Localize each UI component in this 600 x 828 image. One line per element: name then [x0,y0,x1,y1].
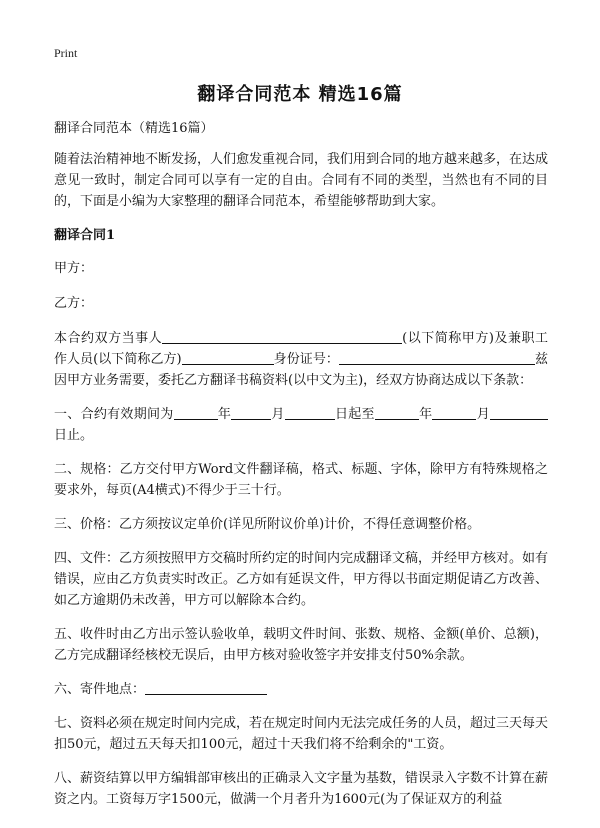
intro-paragraph: 随着法治精神地不断发扬，人们愈发重视合同，我们用到合同的地方越来越多，在达成意见一致时，制定合同可以享有一定的自由。合同有不同的类型，当然也有不同的目的，下面是小编为大家整理的翻译合同范本，希望能够帮助到大家。 [54,152,549,209]
parties-text-1: 本合约双方当事人 [54,331,163,346]
end-month-blank [432,405,476,420]
clause1-month-label-2: 月 [476,407,490,422]
parties-text-2: (以下简称甲方)及兼职工作人员(以下简称乙方) [54,331,548,367]
clause1-year-label: 年 [217,407,232,422]
clause-3: 三、价格：乙方须按议定单价(详见所附议价单)计价，不得任意调整价格。 [54,517,481,532]
party-a-field: 甲方： [54,261,94,276]
clause1-year-label-2: 年 [418,407,433,422]
document-title: 翻译合同范本 精选16篇 [197,84,403,105]
clause-8: 八、薪资结算以甲方编辑部审核出的正确录入文字量为基数，错误录入字数不计算在薪资之内。工资每万字1500元，做满一个月者升为1600元(为了保证双方的利益 [54,771,549,807]
clause1-day-from-label: 日起至 [334,407,375,422]
clause1-text: 一、合约有效期间为 [54,407,174,422]
section-heading: 翻译合同1 [54,228,116,243]
clause-2: 二、规格：乙方交付甲方Word文件翻译稿，格式、标题、字体，除甲方有特殊规格之要求外，每页(A4横式)不得少于三十行。 [54,462,548,498]
end-year-blank [375,405,419,420]
parties-paragraph [54,328,548,391]
clause-5: 五、收件时由乙方出示签认验收单，载明文件时间、张数、规格、金额(单价、总额)，乙方完成翻译经核校无误后，由甲方核对验收签字并安排支付50%余款。 [54,627,548,663]
worker-name-blank [182,350,274,365]
parties-text-4: 兹因甲方业务需要，委托乙方翻译书稿资料(以中文为主)，经双方协商达成以下条款： [54,352,548,388]
clause1-month-label: 月 [271,407,285,422]
clause-7: 七、资料必须在规定时间内完成，若在规定时间内无法完成任务的人员，超过三天每天扣50元，超过五天每天扣100元，超过十天我们将不给剩余的"工资。 [54,716,549,752]
clause-6 [54,679,548,700]
start-day-blank [285,405,335,420]
clause1-day-end-label: 日止。 [54,428,94,443]
id-number-blank [339,350,535,365]
clause-1 [54,404,548,446]
clause6-text: 六、寄件地点： [54,682,146,697]
party-b-field: 乙方： [54,296,94,311]
end-day-blank [490,405,548,420]
document-body [54,118,548,823]
parties-text-3: 身份证号： [273,352,339,367]
print-link[interactable]: Print [54,46,78,60]
clause-4: 四、文件：乙方须按照甲方交稿时所约定的时间内完成翻译文稿，并经甲方核对。如有错误，应由乙方负责实时改正。乙方如有延误文件，甲方得以书面定期促请乙方改善、如乙方逾期仍未改善，甲方可以解除本合约。 [54,551,549,608]
start-year-blank [174,405,218,420]
document-subtitle: 翻译合同范本（精选16篇） [54,121,214,136]
start-month-blank [231,405,271,420]
delivery-address-blank [145,680,267,695]
party-name-blank [162,329,402,344]
